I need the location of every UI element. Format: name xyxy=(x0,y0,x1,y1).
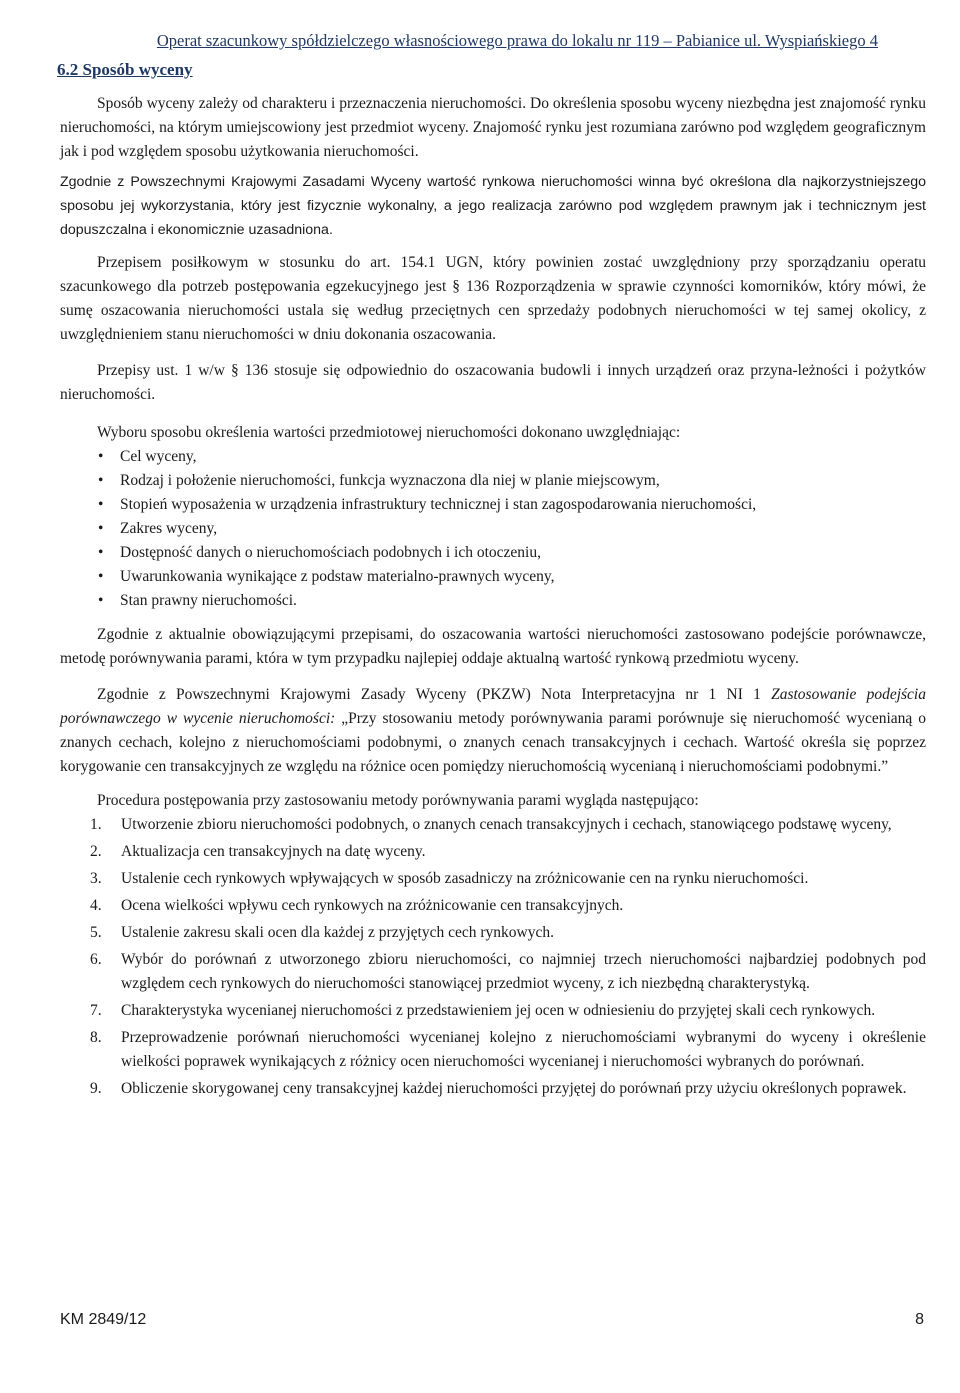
section-body xyxy=(60,92,926,1104)
paragraph-procedure-lead: Procedura postępowania przy zastosowaniu metody porównywania parami wygląda następująco: xyxy=(97,792,699,809)
step-number: 3. xyxy=(90,870,102,887)
list-item: 9. Obliczenie skorygowanej ceny transakcyjnej każdej nieruchomości przyjętej do porównań przy użyciu określonych poprawek. xyxy=(60,1077,926,1101)
list-item: • Dostępność danych o nieruchomościach podobnych i ich otoczeniu, xyxy=(60,541,926,565)
paragraph-criteria-lead: Wyboru sposobu określenia wartości przedmiotowej nieruchomości dokonano uwzględniając: xyxy=(97,424,681,441)
step-number: 9. xyxy=(90,1080,102,1097)
bullet-icon: • xyxy=(98,592,104,609)
list-item: • Uwarunkowania wynikające z podstaw materialno-prawnych wyceny, xyxy=(60,565,926,589)
list-item: 3. Ustalenie cech rynkowych wpływających w sposób zasadniczy na zróżnicowanie cen na rynku nieruchomości. xyxy=(60,867,926,891)
list-item: • Zakres wyceny, xyxy=(60,517,926,541)
footer-page-number: 8 xyxy=(915,1311,924,1328)
section-title: 6.2 Sposób wyceny xyxy=(57,60,193,79)
paragraph-provisions: Przepisy ust. 1 w/w § 136 stosuje się odpowiednio do oszacowania budowli i innych urządzeń oraz przyna-leżności i pożytków nieruchomości. xyxy=(60,362,926,403)
step-number: 1. xyxy=(90,816,102,833)
step-number: 4. xyxy=(90,897,102,914)
list-item: 7. Charakterystyka wycenianej nieruchomości z przedstawieniem jej ocen w odniesieniu do przyjętej skali cech rynkowych. xyxy=(60,999,926,1023)
running-header: Operat szacunkowy spółdzielczego własnościowego prawa do lokalu nr 119 – Pabianice ul. Wyspiańskiego 4 xyxy=(156,31,878,50)
paragraph-intro: Sposób wyceny zależy od charakteru i przeznaczenia nieruchomości. Do określenia sposobu wyceny niezbędna jest znajomość rynku nieruchomości, na którym umiejscowiony jest przedmiot wyceny. Znajomość rynku jest rozumiana zarówno pod względem geograficznym jak i pod względem sposobu użytkowania nieruchomości. xyxy=(60,95,926,160)
step-number: 6. xyxy=(90,951,102,968)
list-item: 6. Wybór do porównań z utworzonego zbioru nieruchomości, co najmniej trzech nieruchomości najbardziej podobnych pod względem cech rynkowych do nieruchomości stanowiącej przedmiot wyceny, z ich niezbędną charakterystyką. xyxy=(60,948,926,996)
list-item: • Stan prawny nieruchomości. xyxy=(60,589,926,613)
footer-document-number: KM 2849/12 xyxy=(60,1311,147,1328)
step-number: 7. xyxy=(90,1002,102,1019)
procedure-list xyxy=(60,813,926,1101)
note-title: Zastosowanie podejścia porównawczego w wycenie nieruchomości: xyxy=(60,686,926,727)
paragraph-note: Zgodnie z Powszechnymi Krajowymi Zasady Wyceny (PKZW) Nota Interpretacyjna nr 1 NI 1 Zastosowanie podejścia porównawczego w wycenie nieruchomości: „Przy stosowaniu metody porównywania parami porównuje się nieruchomość wycenianą o znanych cechach, kolejno z nieruchomościami podobnymi, o znanych cenach transakcyjnych i cechach. Wartość określa się poprzez korygowanie cen transakcyjnych ze względu na różnice ocen pomiędzy nieruchomością wycenianą i nieruchomościami podobnymi.” xyxy=(60,686,926,775)
bullet-icon: • xyxy=(98,496,104,513)
bullet-icon: • xyxy=(98,568,104,585)
paragraph-pkzw: Zgodnie z Powszechnymi Krajowymi Zasadami Wyceny wartość rynkowa nieruchomości winna być określona dla najkorzystniejszego sposobu jej wykorzystania, który jest fizycznie wykonalny, a jego realizacja zarówno pod względem prawnym jak i technicznym jest dopuszczalna i ekonomicznie uzasadniona. xyxy=(60,174,926,238)
paragraph-regulation: Przepisem posiłkowym w stosunku do art. 154.1 UGN, który powinien zostać uwzględniony przy sporządzaniu operatu szacunkowego dla potrzeb postępowania egzekucyjnego jest § 136 Rozporządzenia w sprawie czynności komorników, który mówi, że sumę oszacowania nieruchomości ustala się według przeciętnych cen sprzedaży podobnych nieruchomości w tej samej okolicy, z uwzględnieniem stanu nieruchomości w dniu dokonania oszacowania. xyxy=(60,254,926,343)
paragraph-approach: Zgodnie z aktualnie obowiązującymi przepisami, do oszacowania wartości nieruchomości zastosowano podejście porównawcze, metodę porównywania parami, która w tym przypadku najlepiej oddaje aktualną wartość rynkową przedmiotu wyceny. xyxy=(60,626,926,667)
criteria-list xyxy=(60,445,926,613)
list-item: 5. Ustalenie zakresu skali ocen dla każdej z przyjętych cech rynkowych. xyxy=(60,921,926,945)
step-number: 2. xyxy=(90,843,102,860)
list-item: • Rodzaj i położenie nieruchomości, funkcja wyznaczona dla niej w planie miejscowym, xyxy=(60,469,926,493)
bullet-icon: • xyxy=(98,448,104,465)
list-item: • Stopień wyposażenia w urządzenia infrastruktury technicznej i stan zagospodarowania nieruchomości, xyxy=(60,493,926,517)
bullet-icon: • xyxy=(98,520,104,537)
step-number: 8. xyxy=(90,1029,102,1046)
list-item: 4. Ocena wielkości wpływu cech rynkowych na zróżnicowanie cen transakcyjnych. xyxy=(60,894,926,918)
bullet-icon: • xyxy=(98,544,104,561)
list-item: 8. Przeprowadzenie porównań nieruchomości wycenianej kolejno z nieruchomościami wybranymi do wyceny i określenie wielkości poprawek wynikających z różnicy ocen nieruchomości wycenianej i nieruchomości wybranych do porównań. xyxy=(60,1026,926,1074)
list-item: • Cel wyceny, xyxy=(60,445,926,469)
list-item: 1. Utworzenie zbioru nieruchomości podobnych, o znanych cenach transakcyjnych i cechach, stanowiącego podstawę wyceny, xyxy=(60,813,926,837)
bullet-icon: • xyxy=(98,472,104,489)
step-number: 5. xyxy=(90,924,102,941)
list-item: 2. Aktualizacja cen transakcyjnych na datę wyceny. xyxy=(60,840,926,864)
